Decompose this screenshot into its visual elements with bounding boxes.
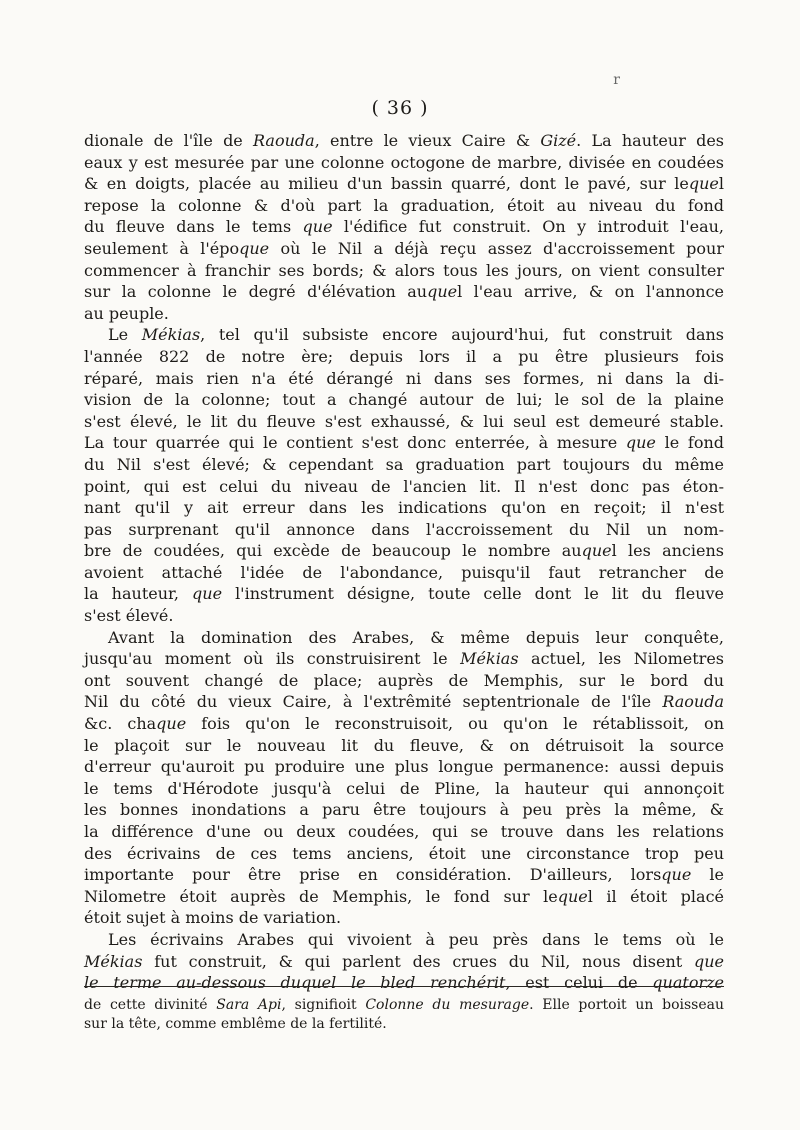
text-line: s'est élevé. [84, 606, 174, 626]
text-line: repose la colonne & d'où part la graduation, étoit au niveau du fond [84, 195, 724, 215]
text-line: étoit sujet à moins de variation. [84, 908, 342, 928]
text-line: Mékias fut construit, & qui parlent des crues du Nil, nous disent que [84, 951, 724, 971]
text-line: pas surprenant qu'il annonce dans l'accroissement du Nil un nom- [84, 519, 724, 539]
text-line: le terme au-dessous duquel le bled renchérit, est celui de quatorze [84, 973, 724, 993]
text-line: ont souvent changé de place; auprès de Memphis, sur le bord du [84, 670, 724, 690]
text-line: commencer à franchir ses bords; & alors tous les jours, on vient consulter [84, 260, 724, 280]
main-text [84, 130, 724, 994]
text-line: jusqu'au moment où ils construisirent le Mékias actuel, les Nilometres [84, 649, 724, 669]
footnote [84, 996, 724, 1034]
footnote-rule [84, 986, 724, 987]
text-line: du fleuve dans le tems que l'édifice fut construit. On y introduit l'eau, [84, 217, 725, 237]
text-line: s'est élevé, le lit du fleuve s'est exhaussé, & lui seul est demeuré stable. [84, 411, 724, 431]
text-line: seulement à l'époque où le Nil a déjà reçu assez d'accroissement pour [84, 238, 724, 258]
paragraph [84, 627, 724, 929]
text-line: du Nil s'est élevé; & cependant sa graduation part toujours du même [84, 454, 724, 474]
text-line: bre de coudées, qui excède de beaucoup le nombre auquel les anciens [84, 541, 724, 561]
text-line: les bonnes inondations a paru être toujours à peu près la même, & [84, 800, 724, 820]
text-line: La tour quarrée qui le contient s'est donc enterrée, à mesure que le fond [84, 433, 724, 453]
text-line: Le Mékias, tel qu'il subsiste encore aujourd'hui, fut construit dans [108, 325, 725, 345]
text-line: au peuple. [84, 303, 169, 323]
page-number: ( 36 ) [371, 97, 429, 119]
text-line: d'erreur qu'auroit pu produire une plus longue permanence: aussi depuis [84, 757, 724, 777]
footnote-line: sur la tête, comme emblême de la fertilité. [84, 1016, 387, 1032]
text-line: le tems d'Hérodote jusqu'à celui de Pline, la hauteur qui annonçoit [84, 778, 724, 798]
text-line: nant qu'il y ait erreur dans les indications qu'on en reçoit; il n'est [84, 498, 724, 518]
text-line: dionale de l'île de Raouda, entre le vieux Caire & Gizé. La hauteur des [84, 131, 725, 150]
footnote-line: de cette divinité Sara Api, signifioit Colonne du mesurage. Elle portoit un boisseau [84, 997, 724, 1013]
text-line: Avant la domination des Arabes, & même depuis leur conquête, [108, 627, 724, 647]
text-line: la hauteur, que l'instrument désigne, toute celle dont le lit du fleuve [84, 584, 725, 604]
text-line: des écrivains de ces tems anciens, étoit une circonstance trop peu [84, 843, 724, 863]
text-line: la différence d'une ou deux coudées, qui se trouve dans les relations [84, 822, 724, 841]
paragraph [84, 324, 724, 626]
text-line: Les écrivains Arabes qui vivoient à peu près dans le tems où le [108, 929, 724, 949]
text-line: Nil du côté du vieux Caire, à l'extrêmité septentrionale de l'île Raouda [84, 692, 724, 712]
text-line: importante pour être prise en considération. D'ailleurs, lorsque le [84, 865, 725, 885]
text-line: vision de la colonne; tout a changé autour de lui; le sol de la plaine [84, 390, 724, 410]
text-line: point, qui est celui du niveau de l'ancien lit. Il n'est donc pas éton- [84, 476, 724, 496]
paragraph [84, 929, 724, 994]
text-line: réparé, mais rien n'a été dérangé ni dans ses formes, ni dans la di- [84, 368, 724, 388]
text-line: le plaçoit sur le nouveau lit du fleuve, & on détruisoit la source [84, 735, 724, 755]
text-line: & en doigts, placée au milieu d'un bassin quarré, dont le pavé, sur lequel [84, 174, 724, 194]
text-line: sur la colonne le degré d'élévation auquel l'eau arrive, & on l'annonce [84, 282, 724, 302]
text-line: Nilometre étoit auprès de Memphis, le fond sur lequel il étoit placé [84, 886, 725, 906]
stray-mark: r [613, 72, 620, 88]
paragraph [84, 130, 724, 324]
text-line: l'année 822 de notre ère; depuis lors il a pu être plusieurs fois [84, 346, 724, 366]
text-line: eaux y est mesurée par une colonne octogone de marbre, divisée en coudées [84, 152, 724, 172]
text-line: avoient attaché l'idée de l'abondance, puisqu'il faut retrancher de [84, 562, 724, 582]
text-line: &c. chaque fois qu'on le reconstruisoit, ou qu'on le rétablissoit, on [84, 714, 724, 734]
